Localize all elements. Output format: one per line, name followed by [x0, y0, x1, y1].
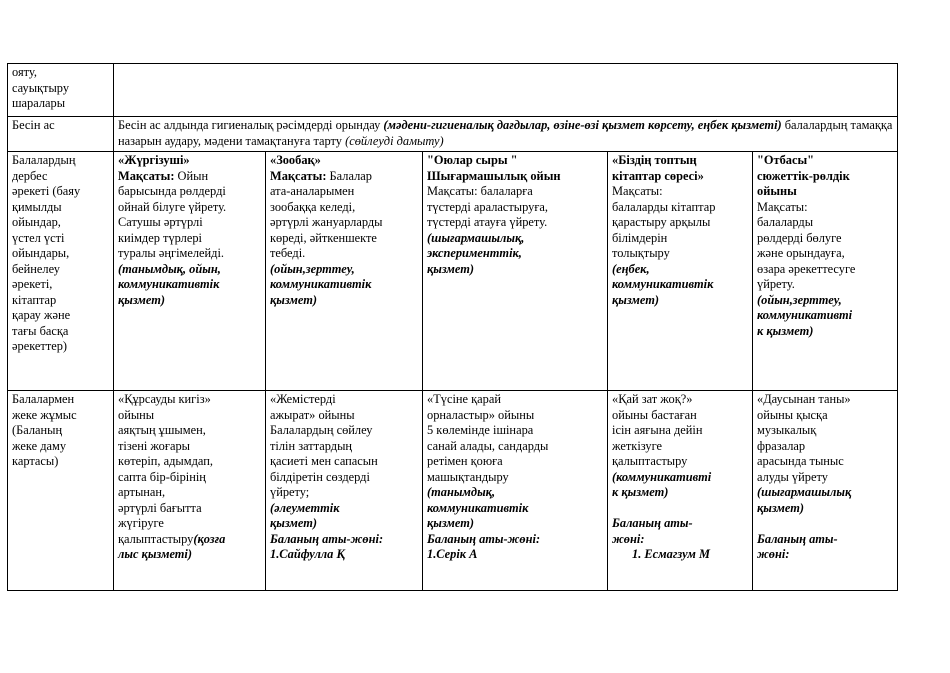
snack-content-cell: Бесін ас алдында гигиеналық рәсімдерді орындау (мәдени-гигиеналық дағдылар, өзіне-өзі қызмет көрсету, еңбек қызметі) балалардың тамаққа назарын аудару, мәдени тамақтануға тарту (сөйлеуді дамыту)	[114, 117, 898, 152]
child-name-label: Баланың аты-жөні:	[270, 531, 384, 546]
individual-cell-fruits: «Жемістерді ажырат» ойыны Балалардың сөйлеу тілін заттардың қасиеті мен сапасын білдіретін сөздерді үйрету; (әлеуметтік қызмет) Баланың аты-жөні: 1.Сайфулла Қ	[266, 391, 423, 591]
row-label-snack: Бесін ас	[8, 117, 114, 152]
individual-cell-hoop: «Құрсауды кигіз» ойыны аяқтың ұшымен, тізені жоғары көтеріп, адымдап, сапта бір-бірінің артынан, әртүрлі бағытта жүгіруге қалыптастыру(қозға лыс қызметі)	[114, 391, 266, 591]
individual-cell-colors: «Түсіне қарай орналастыр» ойыны 5 көлемінде ішінара санай алады, сандарды ретімен қоюға машықтандыру (танымдық, коммуникативтік қызмет) Баланың аты-жөні: 1.Серік А	[423, 391, 608, 591]
table-row	[8, 391, 898, 591]
table-row	[8, 117, 898, 152]
child-name: 1.Серік А	[427, 547, 478, 561]
row-label-individual-work: Балалармен жеке жұмыс (Баланың жеке даму картасы)	[8, 391, 114, 591]
table-row	[8, 64, 898, 117]
table-row	[8, 152, 898, 391]
child-name-label: Баланың аты-	[612, 516, 693, 530]
wakeup-content-cell	[114, 64, 898, 117]
individual-cell-voice: «Даусынан таны» ойыны қысқа музыкалық фразалар арасында тыныс алуды үйрету (шығармашылық қызмет) Баланың аты- жөні:	[753, 391, 898, 591]
row-label-independent-activity: Балалардың дербес әрекеті (баяу қимылды ойындар, үстел үсті ойындары, бейнелеу әрекеті, кітаптар қарау және тағы басқа әрекеттер)	[8, 152, 114, 391]
child-name: 1. Есмагзум М	[632, 547, 710, 561]
child-name-label: Баланың аты-жөні:	[427, 531, 541, 546]
child-name: 1.Сайфулла Қ	[270, 547, 345, 561]
activity-cell-zoo: «Зообақ» Мақсаты: Балалар ата-аналарымен зообаққа келеді, әртүрлі жануарларды көреді, әйткеншекте тебеді. (ойын,зерттеу, коммуникативтік қызмет)	[266, 152, 423, 391]
activity-cell-patterns: "Оюлар сыры " Шығармашылық ойын Мақсаты: балаларға түстерді араластыруға, түстерді атауға үйрету. (шығармашылық, эксперименттік, қызмет)	[423, 152, 608, 391]
individual-cell-missing-item: «Қай зат жоқ?» ойыны бастаған ісін аяғына дейін жеткізуге қалыптастыру (коммуникативті к қызмет) Баланың аты- жөні: 1. Есмагзум М	[608, 391, 753, 591]
child-name-label: Баланың аты-	[757, 531, 838, 546]
daily-plan-table	[7, 63, 898, 591]
activity-cell-family: "Отбасы" сюжеттік-рөлдік ойыны Мақсаты: балаларды рөлдерді бөлуге және орындауға, өзара әрекеттесуге үйрету. (ойын,зерттеу, коммуникативті к қызмет)	[753, 152, 898, 391]
row-label-wakeup: ояту, сауықтыру шаралары	[8, 64, 114, 117]
activity-cell-bookshelf: «Біздің топтың кітаптар сөресі» Мақсаты: балаларды кітаптар қарастыру арқылы білімдерін толықтыру (еңбек, коммуникативтік қызмет)	[608, 152, 753, 391]
activity-cell-driver: «Жүргізуші» Мақсаты: Ойын барысында рөлдерді ойнай білуге үйрету. Сатушы әртүрлі киімдер түрлері туралы әңгімелейді. (танымдық, ойын, коммуникативтік қызмет)	[114, 152, 266, 391]
